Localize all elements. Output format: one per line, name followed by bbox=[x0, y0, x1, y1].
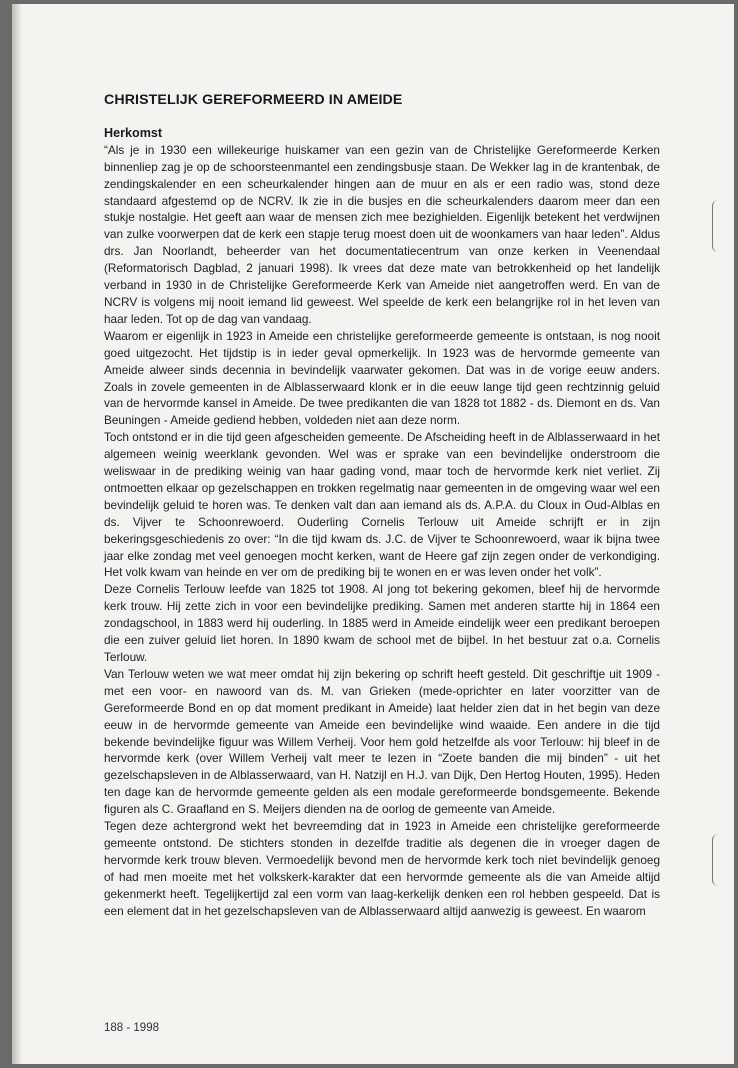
section-heading: Herkomst bbox=[104, 125, 163, 140]
paragraph-2: Waarom er eigenlijk in 1923 in Ameide een christelijke gereformeerde gemeente is ontstaan, is nog nooit goed uitgezocht. Het tijdstip is in ieder geval opmerkelijk. In 1923 was de hervormde gemeente van Ameide alweer sinds decennia in bevindelijk vaarwater gekomen. Dat was in de vorige eeuw anders. Zoals in zovele gemeenten in de Alblasserwaard klonk er in die eeuw lange tijd geen rechtzinnig geluid van de hervormde kansel in Ameide. De twee predikanten die van 1828 tot 1882 - ds. Diemont en ds. Van Beuningen - Ameide gediend hebben, voldeden niet aan deze norm. bbox=[104, 328, 660, 428]
scanned-page bbox=[12, 4, 734, 1064]
article bbox=[104, 92, 660, 920]
margin-mark-lower bbox=[712, 834, 723, 886]
margin-mark-upper bbox=[712, 200, 723, 252]
article-title: CHRISTELIJK GEREFORMEERD IN AMEIDE bbox=[104, 92, 403, 108]
page-number-footer: 188 - 1998 bbox=[104, 1022, 159, 1034]
paragraph-4: Deze Cornelis Terlouw leefde van 1825 tot 1908. Al jong tot bekering gekomen, bleef hij de hervormde kerk trouw. Hij zette zich in voor een bevindelijke prediking. Samen met anderen startte hij in 1864 een zondagschool, in 1883 werd hij ouderling. In 1885 werd in Ameide eindelijk weer een predikant beroepen die een zuiver geluid liet horen. In 1890 kwam de school met de bijbel. In het bestuur zat o.a. Cornelis Terlouw. bbox=[104, 582, 660, 664]
paragraph-5: Van Terlouw weten we wat meer omdat hij zijn bekering op schrift heeft gesteld. Dit geschriftje uit 1909 - met een voor- en nawoord van ds. M. van Grieken (mede-oprichter en later voorzitter van de Gereformeerde Bond en op dat moment predikant in Ameide) laat helder zien dat in het begin van deze eeuw in de hervormde gemeente van Ameide een bevindelijke wind waaide. Een andere in die tijd bekende bevindelijke figuur was Willem Verheij. Voor hem gold hetzelfde als voor Terlouw: hij bleef in de hervormde kerk (over Willem Verheij valt meer te lezen in “Zoete banden die mij binden” - uit het gezelschapsleven in de Alblasserwaard, van H. Natzijl en H.J. van Dijk, Den Hertog Houten, 1995). Heden ten dage kan de hervormde gemeente gelden als een modale gereformeerde bondsgemeente. Bekende figuren als C. Graafland en S. Meijers dienden na de oorlog de gemeente van Ameide. bbox=[104, 666, 660, 817]
paragraph-3: Toch ontstond er in die tijd geen afgescheiden gemeente. De Afscheiding heeft in de Alblasserwaard in het algemeen weinig weerklank gevonden. Wel was er sprake van een bevindelijke onderstroom die weliswaar in de prediking weinig van haar gading vond, maar toch de hervormde kerk niet verliet. Zij ontmoetten elkaar op gezelschappen en trokken regelmatig naar gemeenten in de omgeving waar wel een bevindelijk geluid te horen was. Te denken valt dan aan iemand als ds. A.P.A. du Cloux in Oud-Alblas en ds. Vijver te Schoonrewoerd. Ouderling Cornelis Terlouw uit Ameide schrijft er in zijn bekeringsgeschiedenis zo over: “In die tijd kwam ds. J.C. de Vijver te Schoonrewoerd, waar ik bijna twee jaar elke zondag met veel genoegen mocht kerken, want de Heere gaf zijn zegen onder de verkondiging. Het volk kwam van heinde en ver om de prediking bij te wonen en er was leven onder het volk”. bbox=[104, 430, 660, 580]
paragraph-1: “Als je in 1930 een willekeurige huiskamer van een gezin van de Christelijke Gereformeerde Kerken binnenliep zag je op de schoorsteenmantel een zendingsbusje staan. De Wekker lag in de krantenbak, de zendingskalender en een scheurkalender hingen aan de muur en als er een radio was, stond deze standaard afgestemd op de NCRV. Ik zie in die busjes en die scheurkalenders daarom meer dan een stukje nostalgie. Het geeft aan waar de mensen zich mee bezighielden. Eigenlijk betekent het verdwijnen van zulke voorwerpen dat de kerk een stapje terug moest doen uit de woonkamers van haar leden”. Aldus drs. Jan Noorlandt, beheerder van het documentatiecentrum van onze kerken in Veenendaal (Reformatorisch Dagblad, 2 januari 1998). Ik vrees dat deze mate van betrokkenheid op het landelijk verband in 1930 in de Christelijke Gereformeerde Kerk van Ameide niet aangetroffen werd. En van de NCRV is volgens mij nooit iemand lid geweest. Wel speelde de kerk een belangrijke rol in het leven van haar leden. Tot op de dag van vandaag. bbox=[104, 142, 660, 326]
page-edge-shadow bbox=[12, 4, 22, 1064]
paragraph-6: Tegen deze achtergrond wekt het bevreemding dat in 1923 in Ameide een christelijke gereformeerde gemeente ontstond. De stichters stonden in dezelfde traditie als degenen die in vroeger dagen de hervormde kerk trouw bleven. Vermoedelijk bevond men de hervormde kerk toch niet bevindelijk genoeg of had men moeite met het volkskerk-karakter dat een hervormde gemeente als die van Ameide altijd gekenmerkt heeft. Tegelijkertijd zal een vorm van laag-kerkelijk denken een rol hebben gespeeld. Dat is een element dat in het gezelschapsleven van de Alblasserwaard altijd aanwezig is geweest. En waarom bbox=[104, 819, 660, 918]
